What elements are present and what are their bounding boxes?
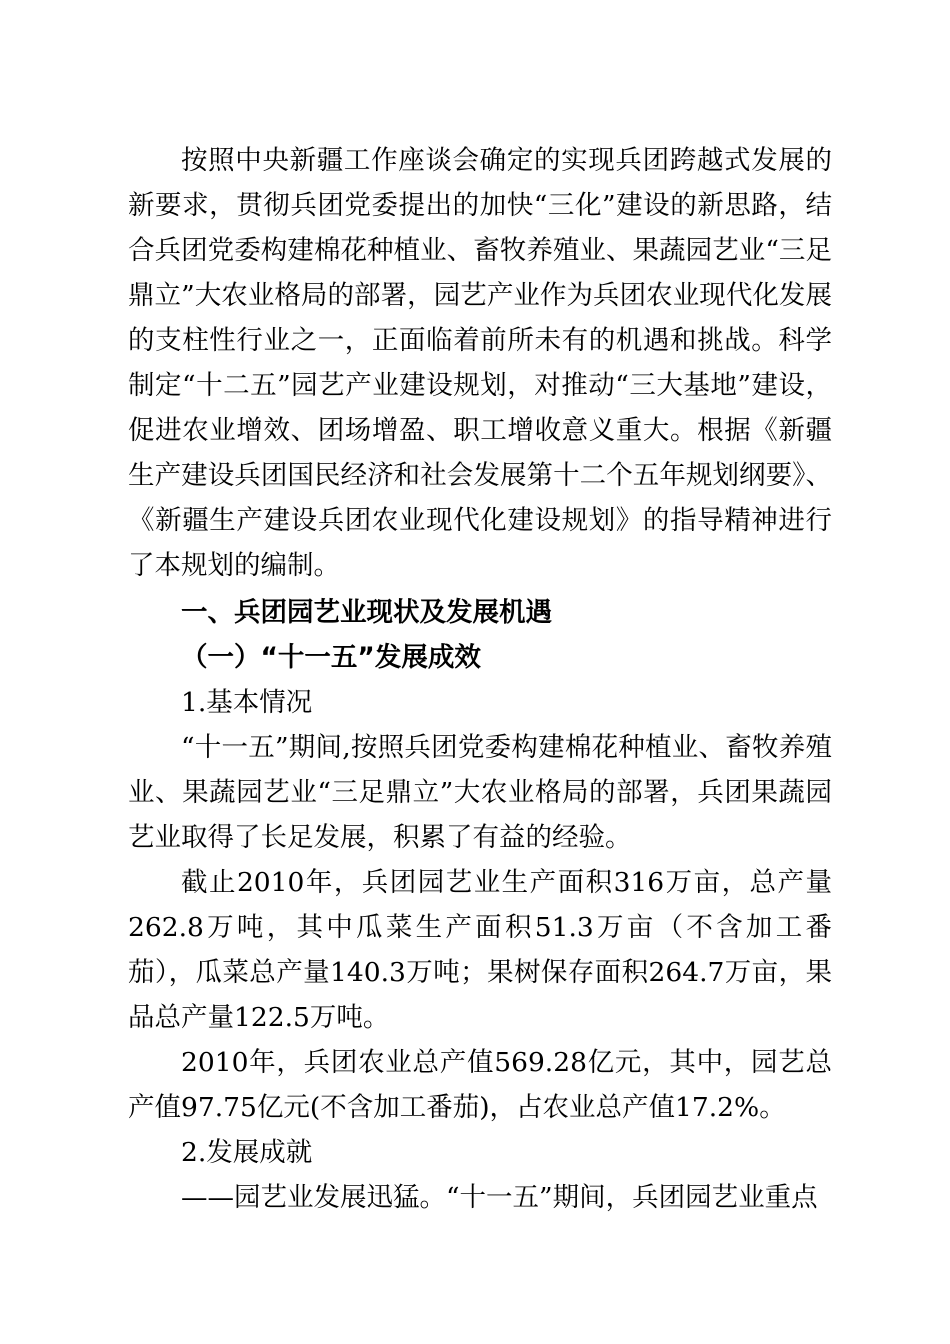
section-heading: 一、兵团园艺业现状及发展机遇: [181, 597, 552, 628]
item-heading-achievement: 2.发展成就: [181, 1137, 313, 1168]
document-body: [128, 138, 832, 1220]
basic-paragraph-1: “十一五”期间,按照兵团党委构建棉花种植业、畜牧养殖业、果蔬园艺业“三足鼎立”大农业格局的部署，兵团果蔬园艺业取得了长足发展，积累了有益的经验。: [128, 732, 832, 853]
item-heading-basic: 1.基本情况: [181, 687, 313, 718]
subsection-heading: （一）“十一五”发展成效: [181, 642, 481, 673]
basic-paragraph-2: 截止2010年，兵团园艺业生产面积316万亩，总产量262.8万吨，其中瓜菜生产面积51.3万亩（不含加工番茄），瓜菜总产量140.3万吨；果树保存面积264.7万亩，果品总产量122.5万吨。: [128, 867, 832, 1033]
intro-paragraph: 按照中央新疆工作座谈会确定的实现兵团跨越式发展的新要求，贯彻兵团党委提出的加快“三化”建设的新思路，结合兵团党委构建棉花种植业、畜牧养殖业、果蔬园艺业“三足鼎立”大农业格局的部署，园艺产业作为兵团农业现代化发展的支柱性行业之一，正面临着前所未有的机遇和挑战。科学制定“十二五”园艺产业建设规划，对推动“三大基地”建设，促进农业增效、团场增盈、职工增收意义重大。根据《新疆生产建设兵团国民经济和社会发展第十二个五年规划纲要》、《新疆生产建设兵团农业现代化建设规划》的指导精神进行了本规划的编制。: [128, 145, 832, 581]
basic-paragraph-3: 2010年，兵团农业总产值569.28亿元，其中，园艺总产值97.75亿元(不含加工番茄)，占农业总产值17.2%。: [128, 1047, 832, 1123]
achievement-paragraph-1: ——园艺业发展迅猛。“十一五”期间，兵团园艺业重点: [181, 1182, 818, 1213]
